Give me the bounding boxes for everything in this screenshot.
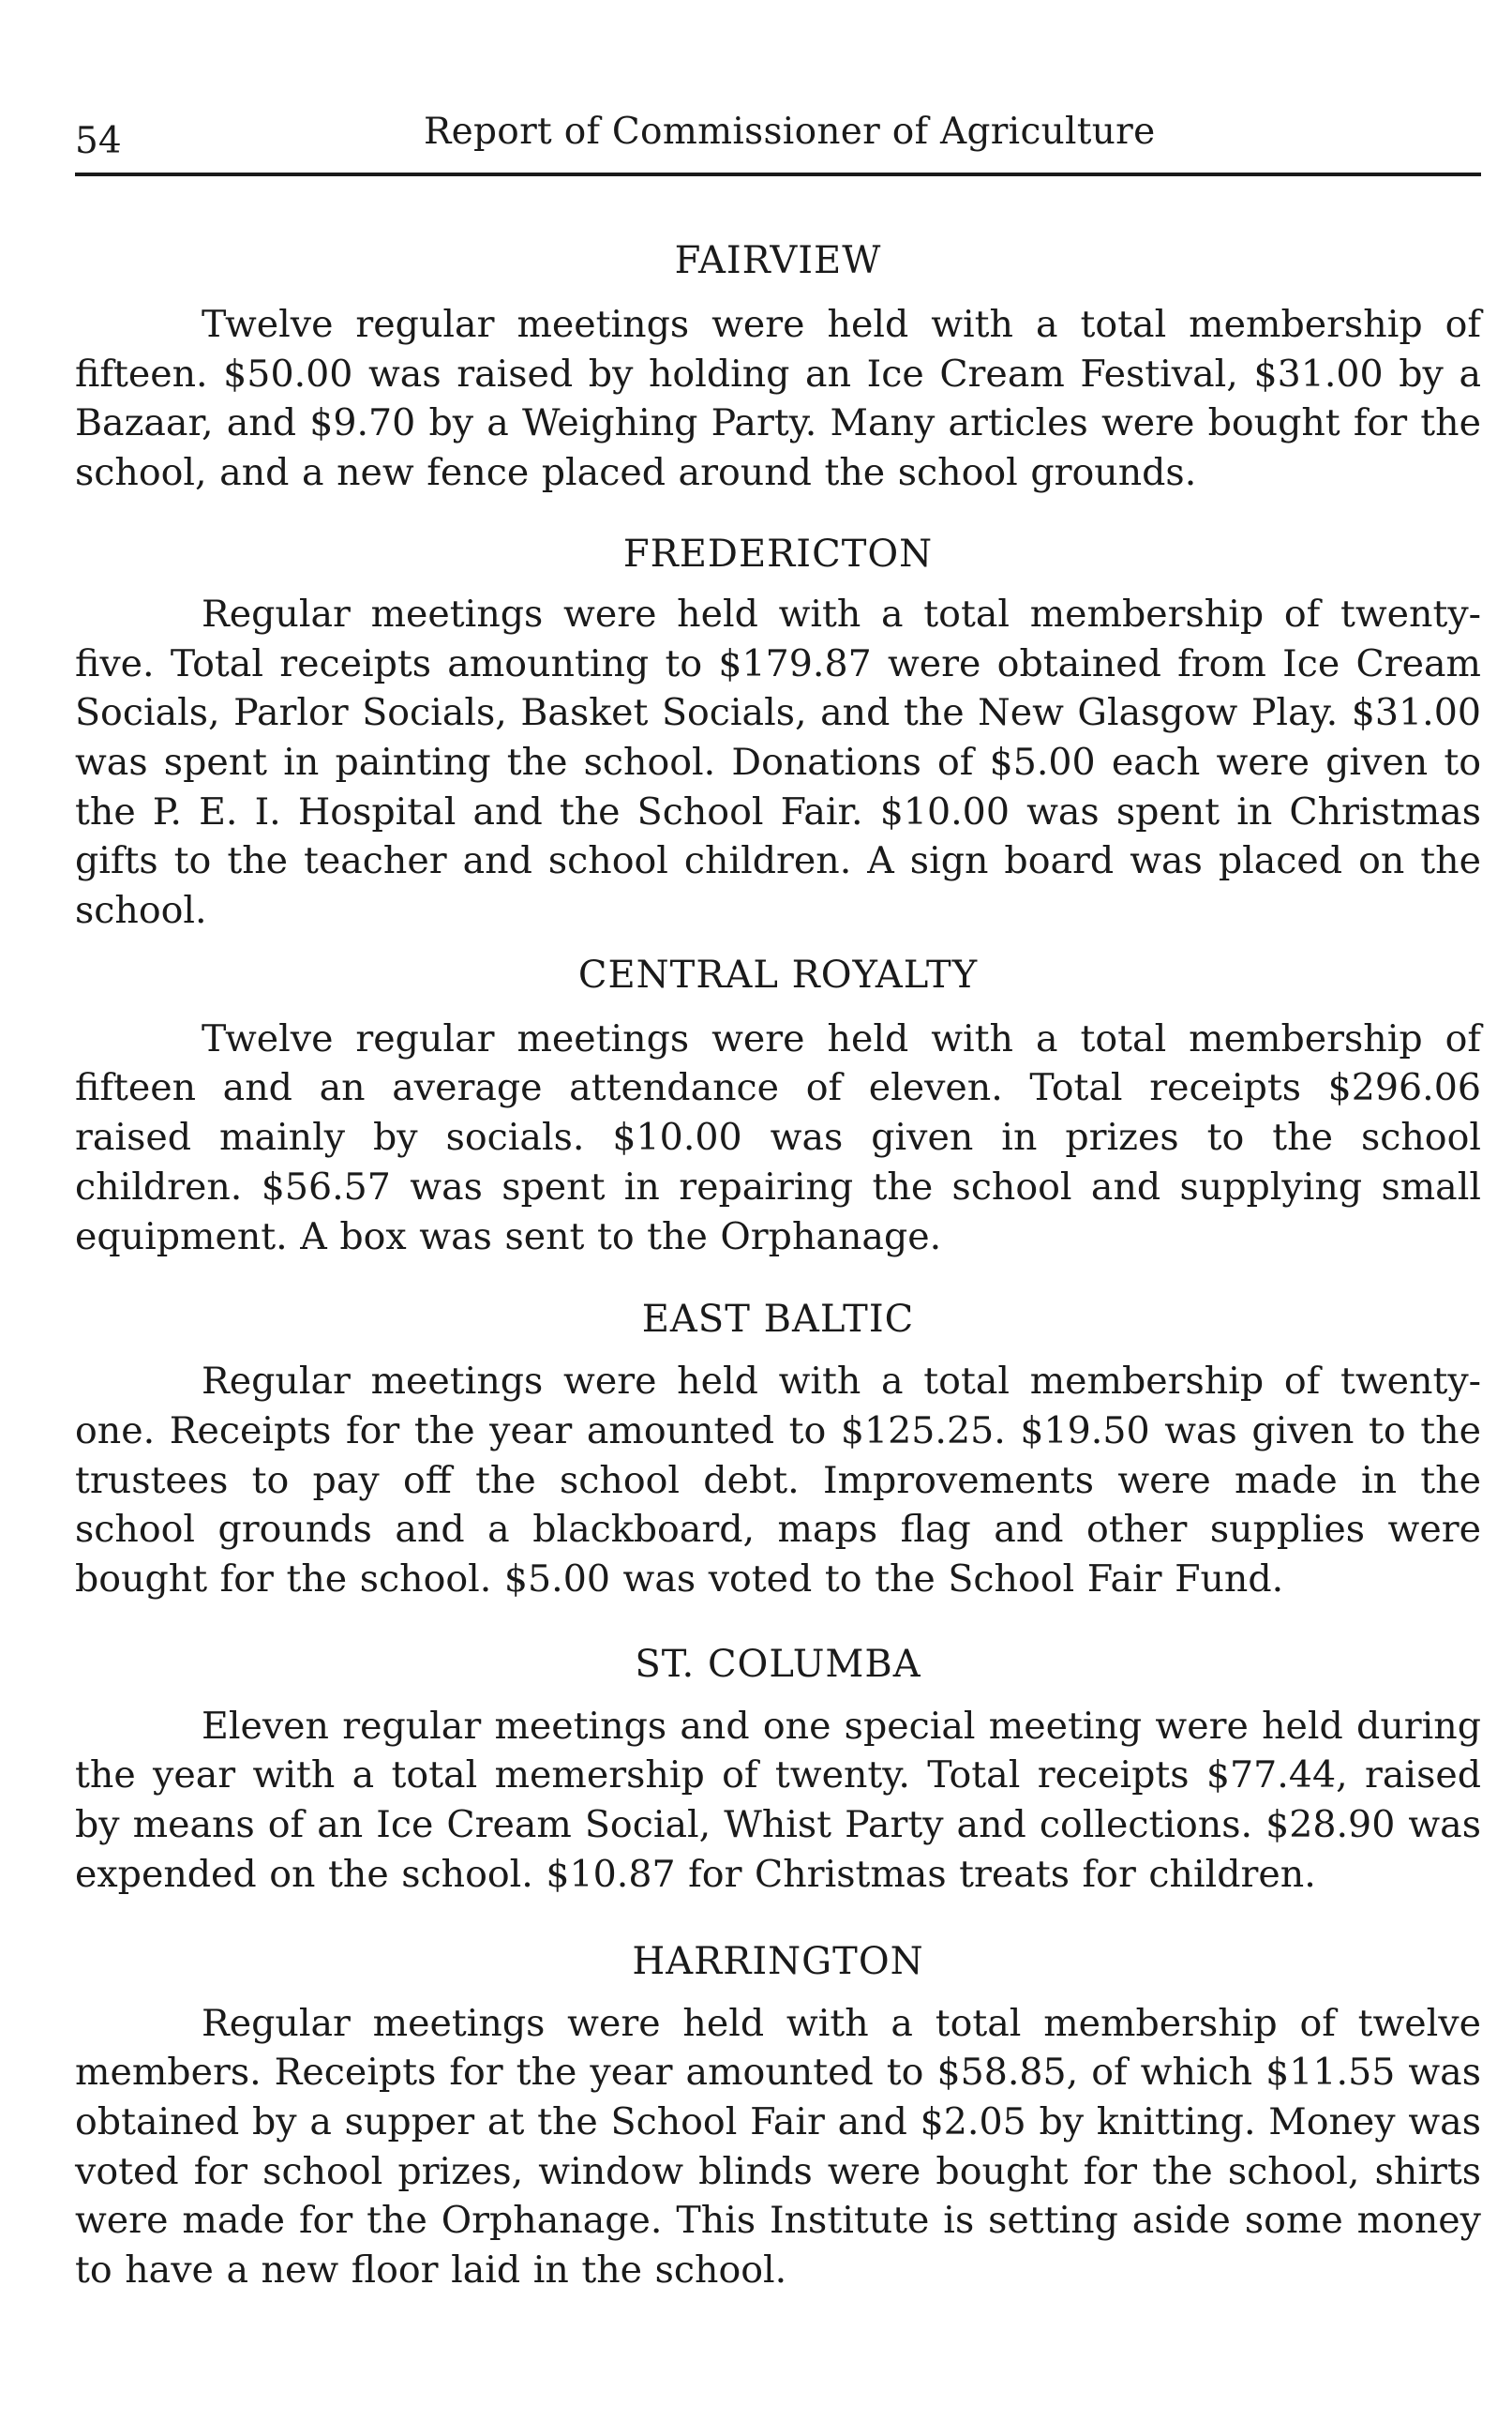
section-title: EAST BALTIC [641,1298,915,1342]
section-fairview [75,236,1481,498]
running-title: Report of Commissioner of Agriculture [424,111,1156,153]
section-title: ST. COLUMBA [635,1642,921,1686]
running-head [75,111,1481,169]
section-central-royalty [75,951,1481,1262]
header-rule [75,173,1481,176]
page-number: 54 [75,120,122,162]
section-body: Regular meetings were held with a total membership of twelve members. Receipts for the year amounted to $58.85, of which $11.55 was obtained by a supper at the School Fair and $2.05 by knitting. Money was voted for school prizes, window blinds were bought for the school, shirts were made for the Orphanage. This Institute is setting aside some money to have a new floor laid in the school. [75,2001,1481,2293]
section-east-baltic [75,1295,1481,1604]
section-title: HARRINGTON [632,1939,924,1983]
section-body: Eleven regular meetings and one special meeting were held during the year with a total memership of twenty. Total receipts $77.44, raised by means of an Ice Cream Social, Whist Party and collections. $28.90 was expended on the school. $10.87 for Christmas treats for children. [75,1704,1481,1896]
section-st-columba [75,1640,1481,1900]
section-body: Twelve regular meetings were held with a total membership of fifteen. $50.00 was raised by holding an Ice Cream Festival, $31.00 by a Bazaar, and $9.70 by a Weighing Party. Many articles were bought for the school, and a new fence placed around the school grounds. [75,303,1481,495]
document-page [75,111,1481,2295]
section-body: Regular meetings were held with a total membership of twenty-one. Receipts for the year amounted to $125.25. $19.50 was given to the trustees to pay off the school debt. Improvements were made in the school grounds and a blackboard, maps flag and other supplies were bought for the school. $5.00 was voted to the School Fair Fund. [75,1360,1481,1601]
section-harrington [75,1937,1481,2295]
section-title: CENTRAL ROYALTY [577,953,979,997]
section-title: FREDERICTON [622,532,934,576]
section-body: Twelve regular meetings were held with a total membership of fifteen and an average attendance of eleven. Total receipts $296.06 raised mainly by socials. $10.00 was given in prizes to the school children. $56.57 was spent in repairing the school and supplying small equipment. A box was sent to the Orphanage. [75,1016,1481,1258]
section-title: FAIRVIEW [674,239,882,282]
section-body: Regular meetings were held with a total membership of twenty-five. Total receipts amounting to $179.87 were obtained from Ice Cream Socials, Parlor Socials, Basket Socials, and the New Glasgow Play. $31.00 was spent in painting the school. Donations of $5.00 each were given to the P. E. I. Hospital and the School Fair. $10.00 was spent in Christmas gifts to the teacher and school children. A sign board was placed on the school. [75,592,1481,933]
section-fredericton [75,530,1481,936]
